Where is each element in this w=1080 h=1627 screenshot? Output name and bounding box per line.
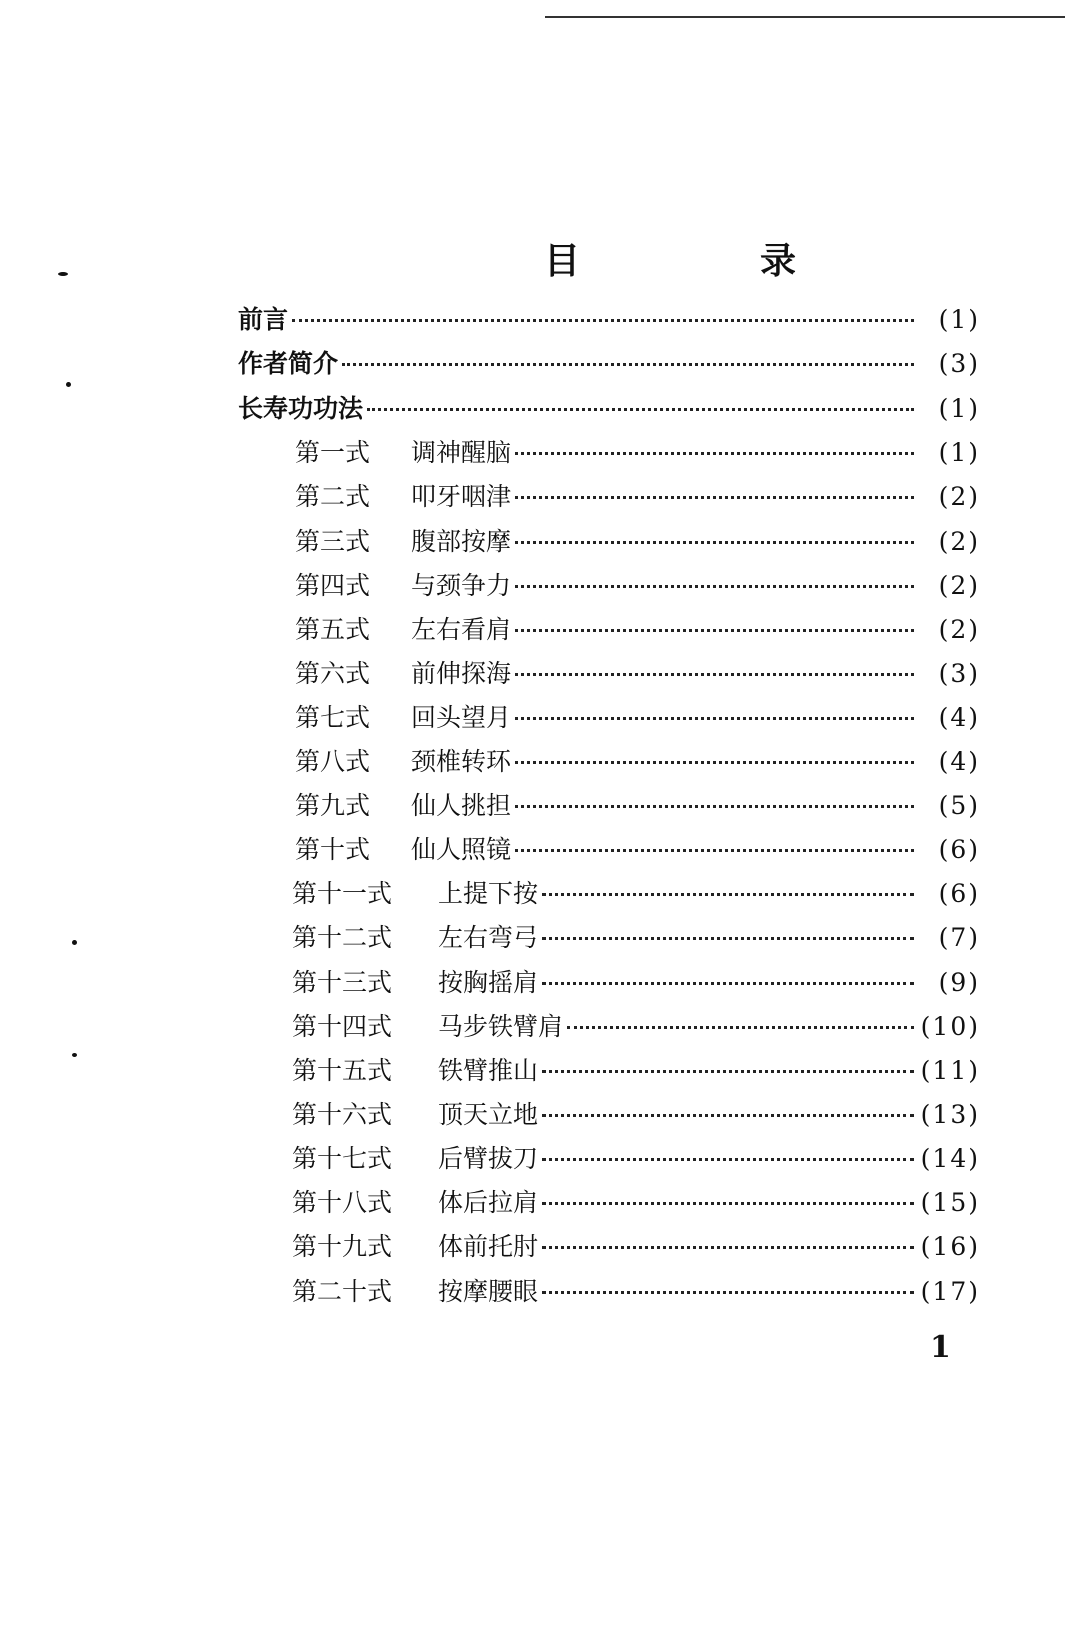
toc-entry-name: 长寿功功法	[238, 394, 364, 423]
dot-leader	[542, 1158, 914, 1161]
toc-subentry[interactable]	[295, 652, 980, 696]
toc-subentry-name: 前伸探海	[411, 659, 512, 688]
toc-subentry-name: 按摩腰眼	[438, 1277, 539, 1306]
toc-subentry-page: (5)	[938, 791, 980, 820]
toc-subentry-page: (6)	[938, 835, 980, 864]
toc-subentry-page: (2)	[938, 482, 980, 511]
toc-subentry-number: 第七式	[295, 703, 371, 732]
toc-subentry-page: (2)	[938, 571, 980, 600]
toc-subentry-number: 第六式	[295, 659, 371, 688]
toc-subentry-name: 体后拉肩	[438, 1188, 539, 1217]
toc-subentry[interactable]	[295, 828, 980, 872]
dot-leader	[515, 585, 914, 588]
toc-subentry[interactable]	[295, 740, 980, 784]
toc-subentry-number: 第三式	[295, 527, 371, 556]
toc-subentry-number: 第一式	[295, 438, 371, 467]
toc-subentry-number: 第十六式	[292, 1100, 393, 1129]
dot-leader	[292, 319, 914, 322]
dot-leader	[515, 717, 914, 720]
toc-subentry-page: (10)	[920, 1012, 980, 1041]
toc-entry-page: (1)	[938, 305, 980, 334]
toc-subentry-name: 仙人挑担	[411, 791, 512, 820]
toc-subentry[interactable]	[292, 1005, 980, 1049]
page-number: 1	[930, 1330, 951, 1365]
toc-subentry[interactable]	[295, 784, 980, 828]
toc-subentry-name: 体前托肘	[438, 1232, 539, 1261]
toc-subentry-number: 第十一式	[292, 879, 393, 908]
toc-subentry-number: 第十三式	[292, 968, 393, 997]
toc-subentry-name: 叩牙咽津	[411, 482, 512, 511]
dot-leader	[515, 673, 914, 676]
toc-subentry-number: 第五式	[295, 615, 371, 644]
dot-leader	[542, 937, 914, 940]
toc-subentry-page: (9)	[938, 968, 980, 997]
toc-subentry[interactable]	[295, 564, 980, 608]
title-char-2: 录	[759, 241, 796, 282]
dot-leader	[542, 1202, 914, 1205]
toc-subentry-page: (14)	[920, 1144, 980, 1173]
toc-subentry-name: 顶天立地	[438, 1100, 539, 1129]
toc-subentry-page: (17)	[920, 1277, 980, 1306]
toc-subentry[interactable]	[295, 696, 980, 740]
title-char-1: 目	[543, 241, 580, 282]
toc-subentry[interactable]	[292, 961, 980, 1005]
toc-subentry-number: 第十式	[295, 835, 371, 864]
toc-entry-name: 作者简介	[238, 349, 339, 378]
toc-subentry-name: 调神醒脑	[411, 438, 512, 467]
toc-subentry-name: 后臂拔刀	[438, 1144, 539, 1173]
toc-subentry-name: 与颈争力	[411, 571, 512, 600]
toc-subentry-number: 第九式	[295, 791, 371, 820]
dot-leader	[367, 408, 914, 411]
scan-speck	[58, 272, 68, 276]
toc-subentry[interactable]	[292, 1225, 980, 1269]
toc-subentry-name: 腹部按摩	[411, 527, 512, 556]
dot-leader	[542, 1291, 914, 1294]
dot-leader	[567, 1026, 914, 1029]
dot-leader	[542, 1114, 914, 1117]
toc-subentry-name: 左右弯弓	[438, 923, 539, 952]
toc-subentry-name: 马步铁臂肩	[438, 1012, 564, 1041]
toc-subentry[interactable]	[292, 1270, 980, 1314]
toc-subentry-page: (1)	[938, 438, 980, 467]
toc-subentry[interactable]	[292, 916, 980, 960]
toc-subentry-name: 按胸摇肩	[438, 968, 539, 997]
toc-subentry-name: 铁臂推山	[438, 1056, 539, 1085]
scan-speck	[66, 382, 71, 387]
top-rule	[545, 16, 1065, 18]
toc-subentry-number: 第十二式	[292, 923, 393, 952]
toc-subentry[interactable]	[292, 1181, 980, 1225]
dot-leader	[515, 496, 914, 499]
toc-subentry-name: 左右看肩	[411, 615, 512, 644]
toc-subentry[interactable]	[292, 1137, 980, 1181]
toc-subentry-page: (4)	[938, 703, 980, 732]
dot-leader	[515, 629, 914, 632]
toc-entry-method[interactable]	[238, 387, 980, 431]
toc-subentry-page: (6)	[938, 879, 980, 908]
toc-subentry-page: (13)	[920, 1100, 980, 1129]
toc-subentry[interactable]	[295, 475, 980, 519]
toc-subentry[interactable]	[292, 872, 980, 916]
toc-entry-name: 前言	[238, 305, 289, 334]
dot-leader	[515, 805, 914, 808]
toc-subentry-number: 第八式	[295, 747, 371, 776]
scan-speck	[72, 1053, 77, 1057]
toc-subentry-page: (3)	[938, 659, 980, 688]
toc-subentry-name: 回头望月	[411, 703, 512, 732]
toc-subentry[interactable]	[295, 608, 980, 652]
toc-subentry[interactable]	[292, 1049, 980, 1093]
toc-subentry-number: 第十四式	[292, 1012, 393, 1041]
toc-subentry-page: (2)	[938, 615, 980, 644]
toc-subentry-page: (4)	[938, 747, 980, 776]
toc-subentry[interactable]	[295, 520, 980, 564]
toc-subentry-name: 颈椎转环	[411, 747, 512, 776]
dot-leader	[542, 1070, 914, 1073]
toc-subentry-number: 第二十式	[292, 1277, 393, 1306]
dot-leader	[515, 849, 914, 852]
dot-leader	[515, 452, 914, 455]
toc-subentry-page: (2)	[938, 527, 980, 556]
toc-entry-author-intro[interactable]	[238, 342, 980, 386]
toc-subentry[interactable]	[295, 431, 980, 475]
toc-subentry-number: 第四式	[295, 571, 371, 600]
scan-speck	[72, 940, 77, 945]
dot-leader	[515, 761, 914, 764]
toc-subentry-name: 仙人照镜	[411, 835, 512, 864]
toc-subentry-page: (16)	[920, 1232, 980, 1261]
dot-leader	[542, 982, 914, 985]
toc-subentry-number: 第十五式	[292, 1056, 393, 1085]
page-title	[540, 240, 800, 284]
toc-subentry-number: 第十八式	[292, 1188, 393, 1217]
toc-subentry-number: 第十七式	[292, 1144, 393, 1173]
dot-leader	[515, 541, 914, 544]
toc-subentry[interactable]	[292, 1093, 980, 1137]
toc-entry-page: (3)	[938, 349, 980, 378]
toc-subentry-number: 第二式	[295, 482, 371, 511]
toc-subentry-name: 上提下按	[438, 879, 539, 908]
dot-leader	[542, 1246, 914, 1249]
toc-entry-preface[interactable]	[238, 298, 980, 342]
dot-leader	[542, 893, 914, 896]
toc-subentry-number: 第十九式	[292, 1232, 393, 1261]
toc-subentry-page: (11)	[920, 1056, 980, 1085]
dot-leader	[342, 363, 914, 366]
toc-subentry-page: (7)	[938, 923, 980, 952]
toc-entry-page: (1)	[938, 394, 980, 423]
toc-subentry-page: (15)	[920, 1188, 980, 1217]
